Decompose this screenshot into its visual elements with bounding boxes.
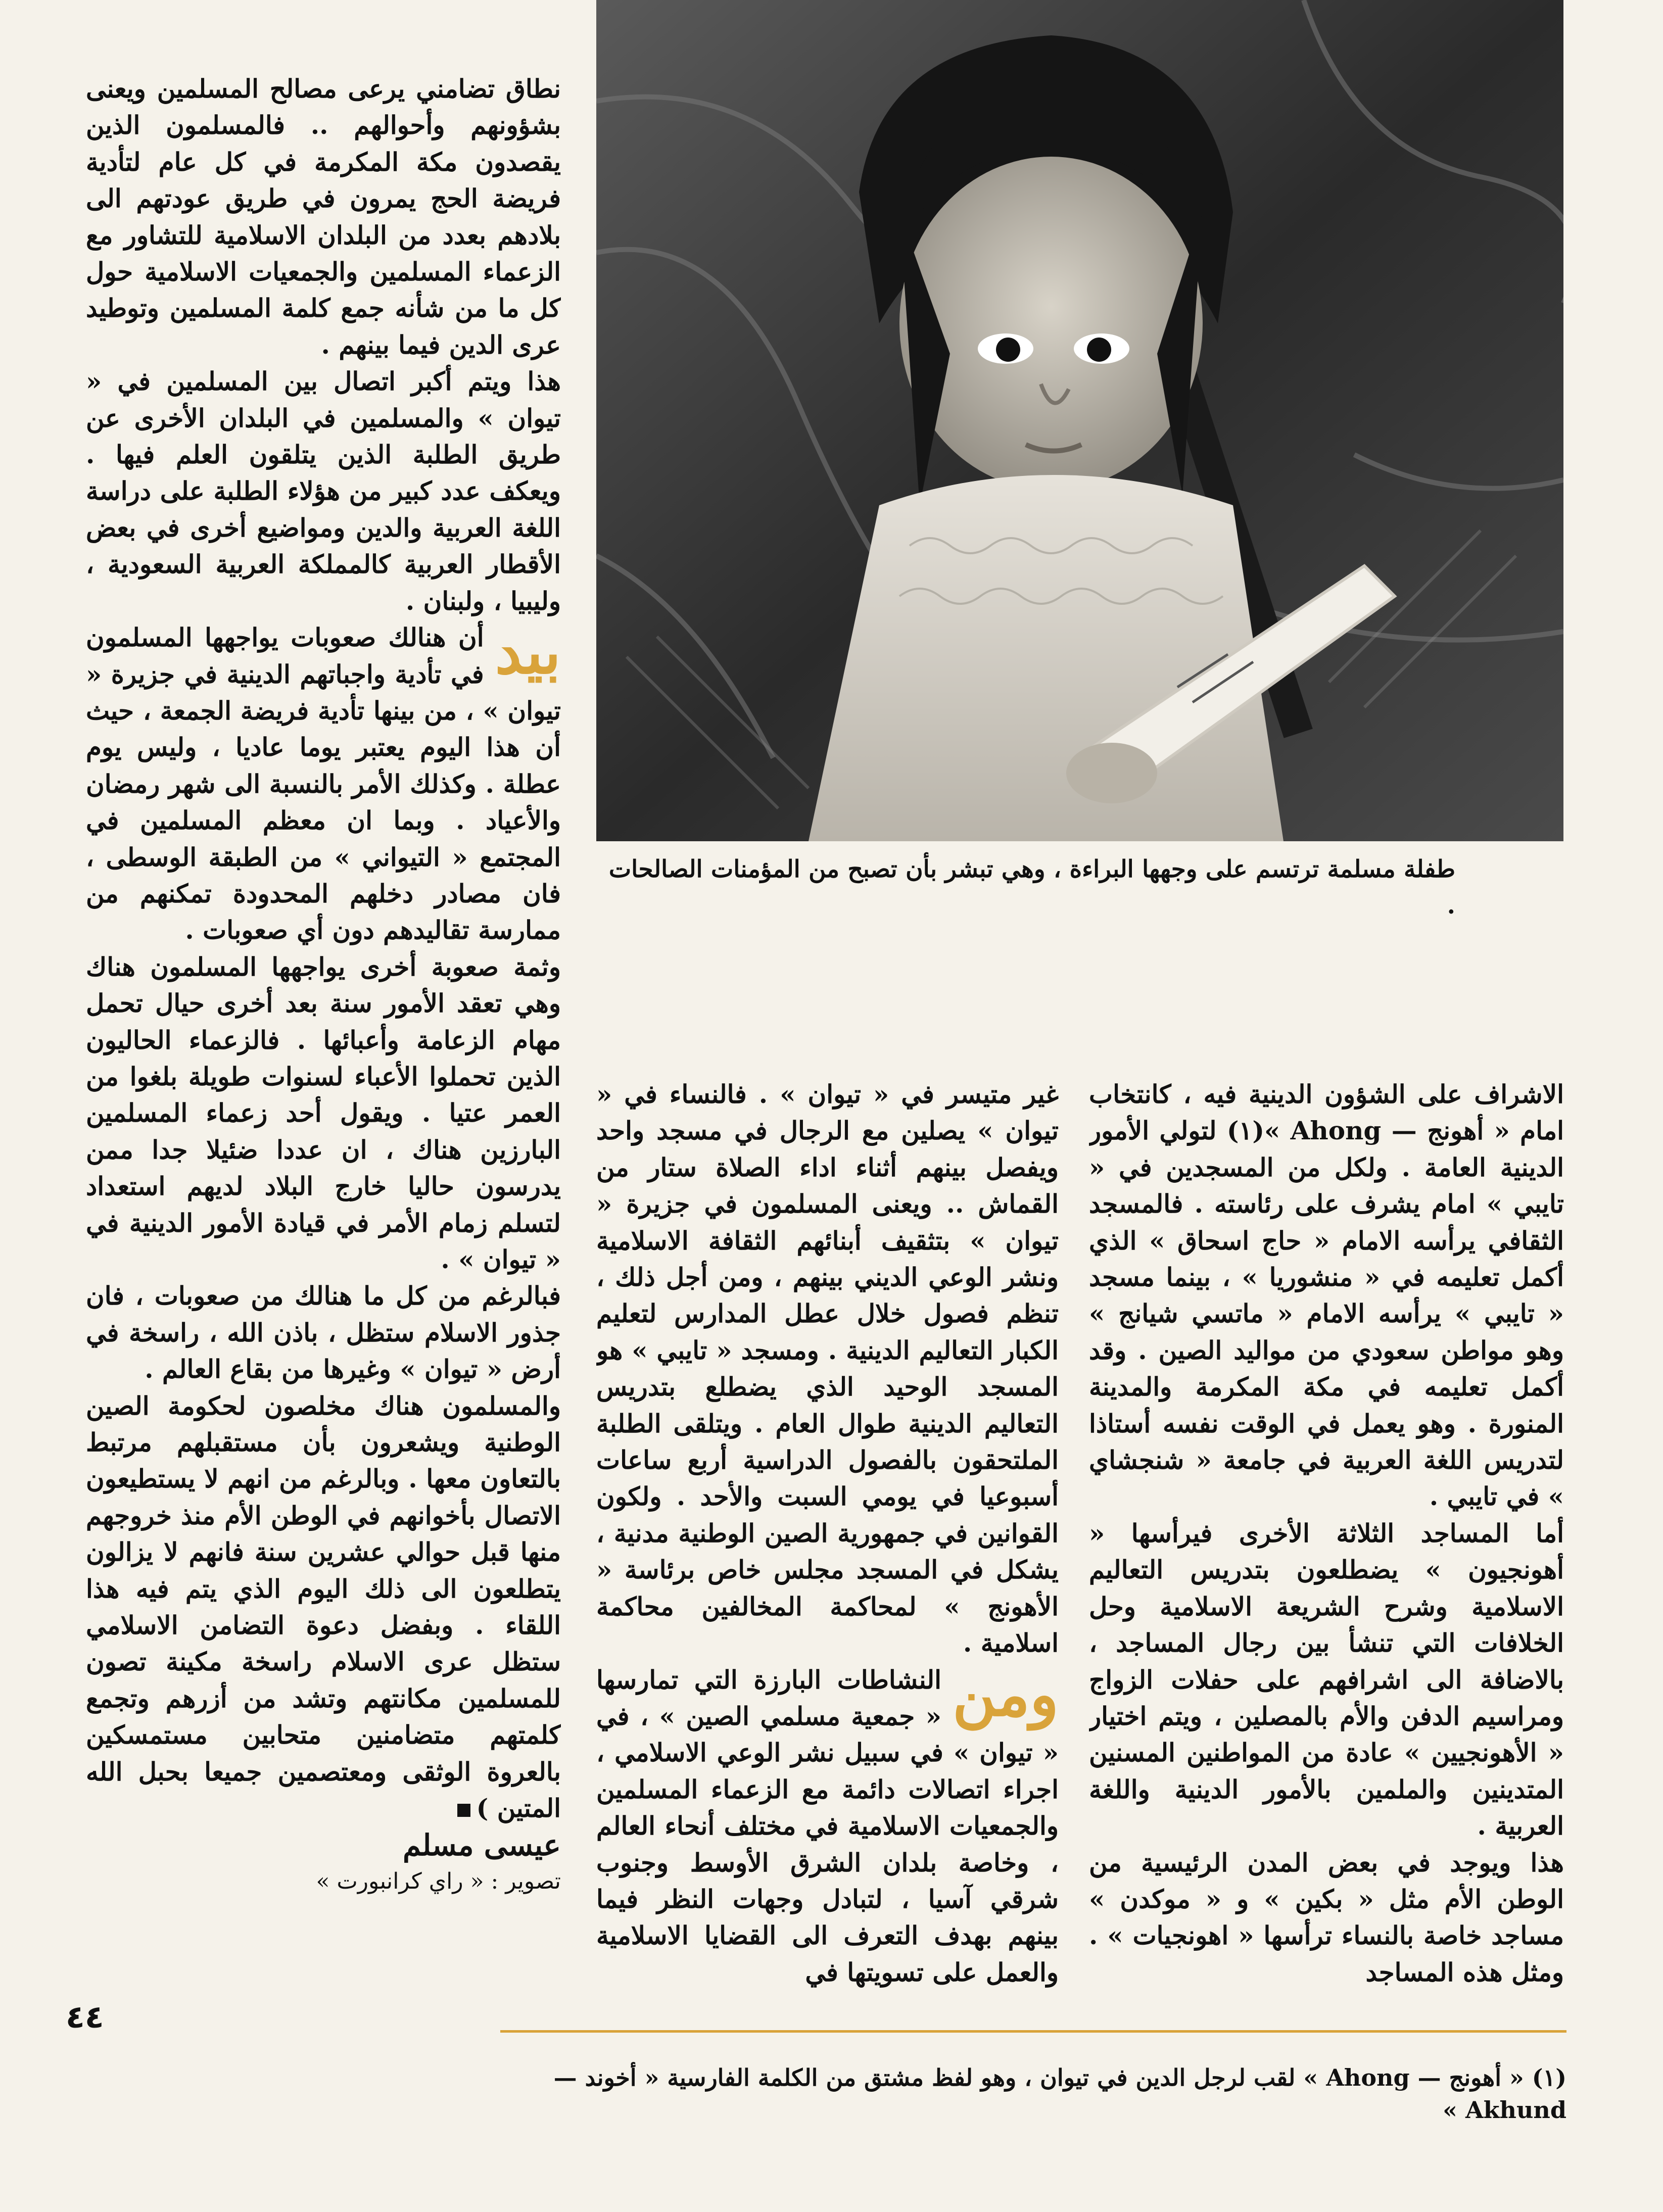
photo-credit: تصوير : « راي كرانبورت » (316, 1868, 561, 1894)
paragraph-with-dropword (596, 1659, 1059, 1991)
article-column-left (86, 71, 561, 1965)
photo-caption: طفلة مسلمة ترتسم على وجهها البراءة ، وهي تبشر بأن تصبح من المؤمنات الصالحات . (608, 855, 1455, 920)
paragraph: نطاق تضامني يرعى مصالح المسلمين ويعنى بشؤونهم وأحوالهم .. فالمسلمون الذين يقصدون مكة المكرمة في كل عام لتأدية فريضة الحج يمرون في طريق عودتهم الى بلادهم بعدد من البلدان الاسلامية للتشاور مع الزعماء المسلمين والجمعيات الاسلامية حول كل ما من شأنه جمع كلمة المسلمين وتوطيد عرى الدين فيما بينهم . (86, 74, 561, 360)
decorative-drop-word: ومن (952, 1659, 1059, 1729)
paragraph-text: النشاطات البارزة التي تمارسها « جمعية مسلمي الصين » ، في « تيوان » في سبيل نشر الوعي الاسلامي ، اجراء اتصالات دائمة مع الزعماء المسلمين والجمعيات الاسلامية في مختلف أنحاء العالم ، وخاصة بلدان الشرق الأوسط وجنوب شرقي آسيا ، لتبادل وجهات النظر فيما بينهم بهدف التعرف الى القضايا الاسلامية والعمل على تسويتها في (596, 1664, 1059, 1987)
page-number: ٤٤ (66, 1998, 104, 2035)
author-name: عيسى مسلم (403, 1828, 561, 1862)
paragraph-text: أن هنالك صعوبات يواجهها المسلمون في تأدية واجباتهم الدينية في جزيرة « تيوان » ، من بينها تأدية فريضة الجمعة ، حيث أن هذا اليوم يعتبر يوما عاديا ، وليس يوم عطلة . وكذلك الأمر بالنسبة الى شهر رمضان والأعياد . وبما ان معظم المسلمين في المجتمع « التيواني » من الطبقة الوسطى ، فان مصادر دخلهم المحدودة تمكنهم من ممارسة تقاليدهم دون أي صعوبات . (86, 622, 561, 945)
paragraph-with-dropword (86, 619, 561, 949)
photo-illustration (596, 0, 1563, 841)
paragraph: هذا ويتم أكبر اتصال بين المسلمين في « تيوان » والمسلمين في البلدان الأخرى عن طريق الطلبة الذين يتلقون العلم فيها . ويعكف عدد كبير من هؤلاء الطلبة على دراسة اللغة العربية والدين ومواضيع أخرى في بعض الأقطار العربية كالمملكة العربية السعودية ، وليبيا ، ولبنان . (86, 366, 561, 616)
footnote-divider (500, 2030, 1566, 2033)
paragraph: غير متيسر في « تيوان » . فالنساء في « تيوان » يصلين مع الرجال في مسجد واحد ويفصل بينهم أثناء اداء الصلاة ستار من القماش .. ويعنى المسلمون في جزيرة « تيوان » بتثقيف أبنائهم الثقافة الاسلامية ونشر الوعي الديني بينهم ، ومن أجل ذلك ، تنظم فصول خلال عطل المدارس لتعليم الكبار التعاليم الدينية . ومسجد « تايبي » هو المسجد الوحيد الذي يضطلع بتدريس التعاليم الدينية طوال العام . ويتلقى الطلبة الملتحقون بالفصول الدراسية أربع ساعات أسبوعيا في يومي السبت والأحد . ولكون القوانين في جمهورية الصين الوطنية مدنية ، يشكل في المسجد مجلس خاص برئاسة « الأهونج » لمحاكمة المخالفين محاكمة اسلامية . (596, 1079, 1059, 1658)
paragraph: فبالرغم من كل ما هنالك من صعوبات ، فان جذور الاسلام ستظل ، باذن الله ، راسخة في أرض « تيوان » وغيرها من بقاع العالم . (86, 1281, 561, 1384)
article-column-middle (596, 1076, 1059, 1996)
footnote: (١) « أهونج — Ahong » لقب لرجل الدين في تيوان ، وهو لفظ مشتق من الكلمة الفارسية « أخوند — Akhund » (553, 2064, 1566, 2124)
decorative-drop-word: بيد (495, 617, 561, 688)
photo-girl-reading (596, 0, 1563, 841)
article-column-right (1089, 1076, 1564, 1996)
paragraph: هذا ويوجد في بعض المدن الرئيسية من الوطن الأم مثل « بكين » و « موكدن » مساجد خاصة بالنساء ترأسها « اهونجيات » . ومثل هذه المساجد (1089, 1847, 1564, 1987)
end-mark-icon (457, 1804, 470, 1817)
paragraph: أما المساجد الثلاثة الأخرى فيرأسها « أهونجيون » يضطلعون بتدريس التعاليم الاسلامية وشرح الشريعة الاسلامية وحل الخلافات التي تنشأ بين رجال المساجد ، بالاضافة الى اشرافهم على حفلات الزواج ومراسيم الدفن والأم بالمصلين ، ويتم اختيار « الأهونجيين » عادة من المواطنين المسنين المتدينين والملمين بالأمور الدينية واللغة العربية . (1089, 1518, 1564, 1841)
paragraph: الاشراف على الشؤون الدينية فيه ، كانتخاب امام « أهونج — Ahong »(١) لتولي الأمور الدينية العامة . ولكل من المسجدين في « تايبي » امام يشرف على رئاسته . فالمسجد الثقافي يرأسه الامام « حاج اسحاق » الذي أكمل تعليمه في « منشوريا » ، بينما مسجد « تايبي » يرأسه الامام « ماتسي شيانج » وهو مواطن سعودي من مواليد الصين . وقد أكمل تعليمه في مكة المكرمة والمدينة المنورة . وهو يعمل في الوقت نفسه أستاذا لتدريس اللغة العربية في جامعة « شنجشاي » في تايبي . (1089, 1079, 1564, 1512)
paragraph: وثمة صعوبة أخرى يواجهها المسلمون هناك وهي تعقد الأمور سنة بعد أخرى حيال تحمل مهام الزعامة وأعبائها . فالزعماء الحاليون الذين تحملوا الأعباء لسنوات طويلة بلغوا من العمر عتيا . ويقول أحد زعماء المسلمين البارزين هناك ، ان عددا ضئيلا جدا ممن يدرسون حاليا خارج البلاد لديهم استعداد لتسلم زمام الأمر في قيادة الأمور الدينية في « تيوان » . (86, 951, 561, 1274)
paragraph (86, 1388, 561, 1827)
paragraph-text: والمسلمون هناك مخلصون لحكومة الصين الوطنية ويشعرون بأن مستقبلهم مرتبط بالتعاون معها . وبالرغم من انهم لا يستطيعون الاتصال بأخوانهم في الوطن الأم منذ خروجهم منها قبل حوالي عشرين سنة فانهم لا يزالون يتطلعون الى ذلك اليوم الذي يتم فيه هذا اللقاء . وبفضل دعوة التضامن الاسلامي ستظل عرى الاسلام راسخة مكينة تصون للمسلمين مكانتهم وتشد من أزرهم وتجمع كلمتهم متضامنين متحابين مستمسكين بالعروة الوثقى ومعتصمين جميعا بحبل الله المتين ) (86, 1390, 561, 1823)
